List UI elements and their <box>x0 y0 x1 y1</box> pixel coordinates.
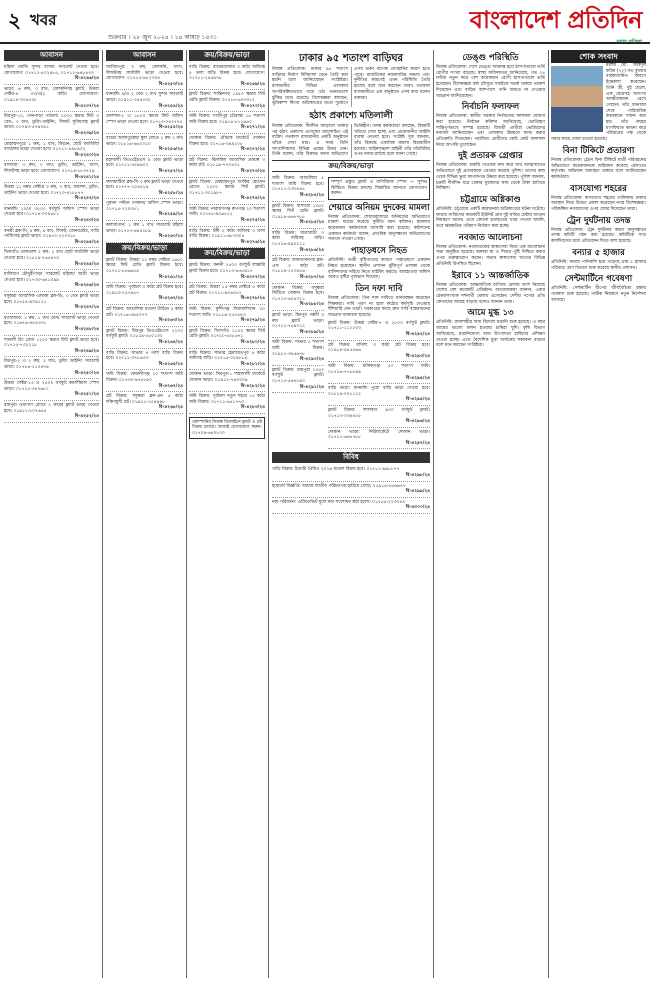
misc-heading: বিবিধ <box>272 452 430 463</box>
classified-ad: দোকান ভাড়া: নিউমার্কেটে দোকান ভাড়া। ০১৭১১-৬৬৭৭৮৮ বি-৪২৯৭/২৪ <box>328 428 430 450</box>
classified-ad: মালিবাগ চৌধুরীপাড়া সাবলেট মহিলা/ ছাত্রী ভাড়া দেওয়া হবে। ০১৭৩৩-৬৪১০৯৯ বি-৪২৪৬/২৪ <box>4 270 99 292</box>
classified-ad: বাড়ি বিক্রয়: যাত্রাবাড়ী ৩ কাঠা জমিসহ বাড়ি। ০১৭১৬-৯৯০০১১ বি-৪২৮৬/২৪ <box>272 229 324 256</box>
ad-code: বি-৪২৪১/২৪ <box>74 174 99 180</box>
classified-ad: জমি বিক্রয়: সাভার ৮ শতাংশ জমি বিক্রয়। ০১৯১১-৩৪৫৬৭৮ বি-৪২৯০/২৪ <box>272 338 324 365</box>
column-heading: আবাসন <box>4 50 99 61</box>
news-item <box>551 274 646 303</box>
display-ad: কোম্পানির নিজস্ব ডিজাইনে ফ্ল্যাট ও প্লট বিক্রয় চলছে। আজই যোগাযোগ করুন: ০১৭০৯-৬৪০৮০০ <box>189 417 265 440</box>
classified-column-1 <box>4 50 99 978</box>
headline: বিনা টিকিটে প্রতারণা <box>562 145 635 156</box>
classified-ad: বাড়ি বিক্রয়: সাভার ৪ তলা বাড়ি বিক্রয় হবে। ০১৭১১-০৭৮৬৩৩ বি-৪২৬৫/২৪ <box>106 349 183 371</box>
classified-ad: দোকান বিক্রয়: মৌচাক মার্কেটে দোকান বিক্রয় হবে। ০১৭১৬-৩৪৯২০৮ বি-৪২৭২/২৪ <box>189 134 265 156</box>
story-body: নিজস্ব প্রতিবেদক: তিন দফা দাবিতে মানববন্ধন করেছেন শিক্ষকরা। দাবি পূরণ না হলে কঠোর কর্মসূচি দেওয়ার হুঁশিয়ারি দেন তারা। সরকারের কাছে দ্রুত দাবি বাস্তবায়নের আহ্বান জানানো হয়েছে। <box>328 295 430 319</box>
classified-ad: প্লট বিক্রয়: আফতাবনগর ব্লক-এফ ৩ কাঠা প্লট। ০১৮১৯-১২৩৪৫৬ বি-৪২৮৭/২৪ <box>272 256 324 283</box>
classified-ad: ফ্ল্যাট বিক্রয়: মিরপুর ডিওএইচএস ২২০০ বর্গফুট ফ্ল্যাট। ০১৮১৯-৫৫০১৩২ বি-৪২৬৪/২৪ <box>106 327 183 349</box>
classified-ad: ফ্ল্যাট বিক্রয়: মোহাম্মদপুর জাকির হোসেন রোডে ১২০০ স্কয়ার ফিট ফ্ল্যাট। ০১৭১১-৩০১৯৮৭ বি-৪২৭৪/২৪ <box>189 178 265 205</box>
headline: চট্টগ্রামে অগ্নিকাণ্ড <box>460 194 521 205</box>
story-body: নিজস্ব প্রতিবেদক: ঢাকার ৯৫ শতাংশ বাড়িঘর নির্মাণ বিধিমালা মেনে তৈরি করা হয়নি বলে জানিয়েছেন সংশ্লিষ্টরা। রাজধানীর বিভিন্ন এলাকায় অপরিকল্পিতভাবে গড়ে ওঠা ভবনগুলো ঝুঁকির মধ্যে রয়েছে। বিশেষজ্ঞরা বলছেন, ভূমিকম্প কিংবা অগ্নিকাণ্ডের মতো দুর্যোগে এসব ভবন ব্যাপক প্রাণহানির কারণ হতে পারে। রাজউকের নজরদারির অভাব এবং দুর্নীতির কারণেই এমন পরিস্থিতি তৈরি হয়েছে বলে মনে করছেন তারা। গতকাল রাজধানীতে এক অনুষ্ঠানে এসব কথা বলেন বক্তারা। <box>272 67 430 107</box>
classified-ad: কলাবাগান: ১ রুম ১ বাথ সাবলেট মহিলা ভাড়া। ০১৭২৭-৬৪৪১৮৯ বি-৪২৬০/২৪ <box>106 221 183 243</box>
ad-code: বি-৪২৪৮/২৪ <box>74 326 99 332</box>
classified-ad: বাড়ি বিক্রয়: সাভার হেমায়েতপুর ৪ কাঠা জমিসহ বাড়ি। ০১৭১৫-০২৯৮৮৪ বি-৪২৮১/২৪ <box>189 349 265 371</box>
classified-ad: জমি বিক্রয়: গাজীপুর চৌরাস্তা ১৫ শতাংশ জমি বিক্রয় হবে। ০১৯১৪-৮১২৬৬০ বি-৪২৭১/২৪ <box>189 112 265 134</box>
dateline: শুক্রবার । ২৮ জুন ২০২৪ । ১৪ আষাঢ় ১৪৩১ <box>108 34 218 41</box>
news-item <box>436 53 545 99</box>
classified-ad: জমি বিক্রয়: মানিকগঞ্জ ৫০ শতাংশ জমি। ০১৭১৬-৭৭৮৮৯৯ বি-৪২৯৪/২৪ <box>328 362 430 384</box>
headline: পাহাড়ধসে নিহত <box>350 246 408 257</box>
story-body: নিজস্ব প্রতিবেদক: আন্তর্জাতিক বাণিজ্য মেলায় অংশ নিয়েছে দেশের বেশ কয়েকটি প্রতিষ্ঠান। আয়োজকরা জানান, এবার রেকর্ডসংখ্যক দর্শনার্থী মেলায় এসেছেন। দেশীয় পণ্যের প্রতি ক্রেতাদের আগ্রহ বাড়ছে বলেও জানান তারা। <box>436 282 545 305</box>
ad-code: বি-৪২৭৪/২৪ <box>240 196 265 202</box>
ad-code: বি-৪২৮২/২৪ <box>240 383 265 389</box>
classified-ad: বসুন্ধরা আবাসিক এলাকা ব্লক-ডি, ৩ বেড ফ্ল্যাট ভাড়া হবে। ০১৭৫৫-৯০৯১২১ বি-৪২৪৭/২৪ <box>4 292 99 314</box>
classified-ad: জমি বিক্রয়: নারায়ণগঞ্জ রূপগঞ্জ ২০ শতাংশ জমি। ০১৭৪৫-৯০৬৫১২ বি-৪২৭৫/২৪ <box>189 205 265 227</box>
ad-code: বি-৪২৪৯/২৪ <box>74 348 99 354</box>
headline: ঢাকার ৯৫ শতাংশ বাড়িঘর <box>298 53 404 64</box>
ad-code: বি-৪২৯৯/২৪ <box>405 489 430 495</box>
ad-code: বি-৪২৪৫/২৪ <box>74 261 99 267</box>
ad-code: বি-৪২৫৩/২৪ <box>158 81 183 87</box>
classified-ad: ফ্ল্যাট ভাড়া: মিরপুর পল্লবী ৩ রুম ফ্ল্যাট ভাড়া। ০১৭১১-৭৮৯০১২ বি-৪২৮৯/২৪ <box>272 311 324 338</box>
obituary-photo <box>551 66 603 132</box>
section-title: খবর <box>30 11 57 29</box>
story-body: নিজস্ব প্রতিবেদক: স্থানীয় সরকার নির্বাচনের ফলাফল ঘোষণা করা হয়েছে। নির্বাচন কমিশন জানিয়েছে, ভোটগ্রহণ শান্তিপূর্ণভাবে সম্পন্ন হয়েছে। বিজয়ী প্রার্থীরা ভোটারদের ধন্যবাদ জানিয়েছেন এবং এলাকার উন্নয়নে কাজ করার প্রতিশ্রুতি দিয়েছেন। পরাজিত প্রার্থীদের কেউ কেউ ফলাফল নিয়ে আপত্তি তুলেছেন। <box>436 114 545 148</box>
ad-code: বি-৪২৭৮/২৪ <box>240 296 265 302</box>
story-body: নিজস্ব প্রতিবেদক: ট্রেন দুর্ঘটনার কারণ অনুসন্ধানে তদন্ত কমিটি গঠন করা হয়েছে। কমিটিকে সাত কার্যদিবসের মধ্যে প্রতিবেদন দিতে বলা হয়েছে। <box>551 227 646 245</box>
classified-ad: দোকান ভাড়া: মিরপুর-১ শাহআলী মার্কেটে দোকান ভাড়া। ০১৯১২-৭৪৩৩০৯ বি-৪২৮২/২৪ <box>189 370 265 392</box>
news-item <box>436 308 545 349</box>
display-ad: সম্পূর্ণ প্রস্তুত ফ্ল্যাট ও বাণিজ্যিক স্পেস — সুলভ কিস্তিতে বিক্রয় চলছে। বিস্তারিত জানতে যোগাযোগ করুন। <box>328 177 430 200</box>
story-body: প্রতিনিধি: বন্যায় পানিবন্দি হয়ে পড়েছে প্রায় ৫ হাজার পরিবার। ত্রাণ বিতরণ শুরু করেছে স্থানীয় প্রশাসন। <box>551 259 646 271</box>
classified-ad: মিরপুর-২ এ ২ রুম, ২ বাথ, ড্রয়িং ডাইনিং সাবলেট ভাড়া। ০১৭৮৬-১১০৪৭৯ বি-৪২৫০/২৪ <box>4 357 99 379</box>
ad-code: বি-৪২৮৭/২৪ <box>299 275 324 281</box>
ad-code: বি-৪২৮৫/২৪ <box>299 220 324 226</box>
classified-ad: ধানমন্ডি ১০/এ ৩৫০০ বর্গফুট অফিস স্পেস ভাড়া দেওয়া হবে। ০১৭১৪-০০৯৮৮১ বি-৪২৪৩/২৪ <box>4 205 99 227</box>
ad-code: বি-৪২৬৯/২৪ <box>240 81 265 87</box>
ad-code: বি-৪২৬৭/২৪ <box>158 383 183 389</box>
ad-code: বি-৪২৫২/২৪ <box>74 414 99 420</box>
story-body: নিজস্ব প্রতিবেদক: দেশে ডেঙ্গু আক্রান্ত হয়ে হাসপাতালে ভর্তি রোগীর সংখ্যা বাড়ছে। স্বাস্থ্য অধিদফতর জানিয়েছে, গত ২৪ ঘণ্টায় নতুন করে বেশ কয়েকজন রোগী হাসপাতালে ভর্তি হয়েছেন। বিশেষজ্ঞরা বর্ষা মৌসুমে সবাইকে সতর্ক থাকার পরামর্শ দিয়েছেন এবং বাড়ির আশপাশে পানি জমতে না দেওয়ার আহ্বান জানিয়েছেন। <box>436 65 545 99</box>
ad-code: বি-৪২৮০/২৪ <box>240 339 265 345</box>
ad-code: বি-৪২৪৪/২৪ <box>74 239 99 245</box>
classified-ad: ফ্ল্যাট বিক্রয়: শান্তিনগর ১৪৫০ স্কয়ার ফিট রেডি ফ্ল্যাট বিক্রয়। ০১৭১৫-৬০৩৩১২ বি-৪২৭০/২৪ <box>189 90 265 112</box>
news-item <box>328 203 430 244</box>
classified-ad: জমি বিক্রয়: আশুলিয়া ৫ শতাংশ জমি বিক্রয় হবে। ০১৭১১-২৩৩৪৪৫ বি-৪২৮৪/২৪ <box>272 174 324 201</box>
story-body: নিজস্ব প্রতিবেদক: বাসযোগ্য শহরের তালিকায় ঢাকার অবস্থান নিয়ে উদ্বেগ প্রকাশ করেছেন নগর বিশেষজ্ঞরা। পরিকল্পিত নগরায়ণের ওপর জোর দিয়েছেন তারা। <box>551 195 646 213</box>
ad-code: বি-৪২৭৭/২৪ <box>240 274 265 280</box>
classified-ad: উত্তরা ১১ নম্বর সেক্টরে ৩ রুম, ৩ বাথ, বারান্দা, ড্রয়িং, ডাইনিং ভাড়া দেওয়া হবে। ০১৭২৩-৪২৮৮৭৭ বি-৪২৪২/২৪ <box>4 183 99 205</box>
ad-code: বি-৪২৪২/২৪ <box>74 196 99 202</box>
ad-code: বি-৪২৫১/২৪ <box>74 392 99 398</box>
ad-code: বি-৪২৮৯/২৪ <box>299 329 324 335</box>
headline: ইরাবে ১১ আন্তর্জাতিক <box>451 270 530 281</box>
story-body: প্রতিনিধি: রাজশাহীর আম বিদেশে রপ্তানি শুরু হয়েছে। এ বছর আমের ভালো ফলন হওয়ায় চাষিরা খুশি। কৃষি বিভাগ জানিয়েছে, রপ্তানিযোগ্য আম উৎপাদনে চাষিদের প্রশিক্ষণ দেওয়া হচ্ছে। এতে বৈদেশিক মুদ্রা অর্জনের সম্ভাবনা বাড়বে বলে মনে করছেন সংশ্লিষ্টরা। <box>436 320 545 349</box>
ad-code: বি-৪২৯৫/২৪ <box>405 397 430 403</box>
news-item <box>436 195 545 230</box>
story-body: নিজস্ব প্রতিবেদক: নবজাতকের স্বাস্থ্যসেবা নিয়ে এক আলোচনা সভা অনুষ্ঠিত হয়েছে। বক্তারা মা ও শিশুর পুষ্টি নিশ্চিত করার ওপর গুরুত্বারোপ করেন। সভায় স্বাস্থ্যসেবা খাতের বিভিন্ন প্রতিনিধি উপস্থিত ছিলেন। <box>436 244 545 267</box>
ad-code: বি-৪২৪৬/২৪ <box>74 283 99 289</box>
news-column-right <box>436 50 545 978</box>
headline: ডেঙ্গু পরিস্থিতি <box>462 53 519 63</box>
ad-code: বি-৪২৯৪/২৪ <box>405 375 430 381</box>
classified-ad: মোহাম্মদপুরে ১ রুম, ১ বাথ, কিচেন, ছোট ফ্যামিলি/ ব্যাচেলর ভাড়া দেওয়া হবে। ০১৭১১-৪৪৮৯০২ বি-৪২৪০/২৪ <box>4 140 99 162</box>
classified-ad: বাড়ি বিক্রয়: রায়েরবাজার ৩ কাঠা জমিসহ ৫ তলা বাড়ি বিক্রয় হবে। যোগাযোগ: ০১৭১১-২৪৫৬৭৮ বি-৪২৬৯/২৪ <box>189 63 265 90</box>
story-body: নিজস্ব প্রতিবেদক: দীর্ঘদিন আড়ালে থাকার পর হঠাৎ প্রকাশ্যে এসেছেন আলোচিত এই ব্যক্তি। গতকাল রাজধানীর একটি অনুষ্ঠানে তাঁকে দেখা যায়। এ সময় তিনি সাংবাদিকদের বিভিন্ন প্রশ্নের উত্তর দেন। তিনি বলেন, তাঁর বিরুদ্ধে আনা অভিযোগ ভিত্তিহীন। তদন্ত কর্মকর্তারা বলছেন, বিষয়টি খতিয়ে দেখা হচ্ছে এবং প্রয়োজনীয় আইনি ব্যবস্থা নেওয়া হবে। সংশ্লিষ্ট সূত্র জানায়, তাঁর বিরুদ্ধে একাধিক মামলা বিচারাধীন রয়েছে। আইনশৃঙ্খলা বাহিনী তাঁর গতিবিধির ওপর নজর রাখছে বলে জানা গেছে। <box>272 123 430 158</box>
ad-code: বি-৪২৮৮/২৪ <box>299 302 324 308</box>
ad-code: বি-৪২৯১/২৪ <box>299 384 324 390</box>
news-item <box>436 271 545 306</box>
classified-column-2 <box>106 50 183 978</box>
classified-ad: ফ্ল্যাট বিক্রয়: লালবাগ ৯০০ বর্গফুট ফ্ল্যাট। ০১৭১৩-৩৩৪৪৫৫ বি-৪২৯৬/২৪ <box>328 406 430 428</box>
headline: বন্যার ৫ হাজার <box>572 247 625 258</box>
ad-code: বি-৪২৯৩/২৪ <box>405 353 430 359</box>
ad-code: বি-৪২৬৫/২৪ <box>158 361 183 367</box>
classified-ad: ফ্ল্যাট বিক্রয়: উত্তরা ১২ নম্বর সেক্টরে ১৬৫০ স্কয়ার ফিট রেডি ফ্ল্যাট বিক্রয় হবে। ০১৭১১-৮৮৬৬৫৪ বি-৪২৬১/২৪ <box>106 256 183 283</box>
classified-ad: প্লট বিক্রয়: উত্তরা ১৫ নম্বর সেক্টরে ৫ কাঠা প্লট বিক্রয়। ০১৭১১-৯৩৪৫৮২ বি-৪২৭৮/২৪ <box>189 283 265 305</box>
ad-code: বি-৪২৯৮/২৪ <box>405 473 430 479</box>
classified-ad: গুলশান-২ এ ১৮০০ স্কয়ার ফিট অফিস স্পেস ভাড়া দেওয়া হবে। ০১৭১৩-০৪২৭৭৫ বি-৪২৫৫/২৪ <box>106 112 183 134</box>
ad-code: বি-৪২৭০/২৪ <box>240 103 265 109</box>
news-item <box>551 184 646 213</box>
news-item <box>436 102 545 148</box>
classified-ad: ফ্ল্যাট বিক্রয়: বনানী ২৫০০ বর্গফুট লাক্সারি ফ্ল্যাট বিক্রয় হবে। ০১৭১৩-৪৫৫৬১৭ বি-৪২৭৭/২৪ <box>189 261 265 283</box>
classified-ad: ভাড়া: ৬ রুম, ৩ বাথ, বেলকনিসহ ফ্ল্যাট, উত্তরা সেক্টর-৪ ৩০/এ/২ বাড়ি। যোগাযোগ: ০১৯১৪-৩০৪৫২৮ বি-৪২৩৭/২৪ <box>4 85 99 112</box>
ad-code: বি-৪২৩৯/২৪ <box>74 130 99 136</box>
classified-ad: গাড়ি বিক্রয়: টয়োটা প্রিমিও ২০১৬ মডেল বিক্রয় হবে। ০১৭১১-৯৯৮৮৭৭ বি-৪২৯৮/২৪ <box>272 465 430 481</box>
ad-code: বি-৪২৬১/২৪ <box>158 274 183 280</box>
classified-ad: আজিমপুর: ৩ রুম, বেলকনি, গ্যাস, লিফটসহ ফ্যামিলি ভাড়া দেওয়া হবে। যোগাযোগ: ০১৭১৫-৯৮২৩৩৪ বি-৪২৫৩/২৪ <box>106 63 183 90</box>
classified-ad: দোকান বিক্রয়: বসুন্ধরা সিটিতে দোকান বিক্রয় হবে। ০১৭১৩-৬৫৪৩২১ বি-৪২৮৮/২৪ <box>272 284 324 311</box>
ad-code: বি-৪২৭৩/২৪ <box>240 168 265 174</box>
story-body: নিজস্ব প্রতিবেদক: চাকরি দেওয়ার নাম করে অর্থ আত্মসাতের অভিযোগে দুই প্রতারককে গ্রেপ্তার করেছে পুলিশ। তাদের কাছ থেকে বিভিন্ন ভুয়া কাগজপত্র উদ্ধার করা হয়েছে। পুলিশ জানায়, চক্রটি দীর্ঘদিন ধরে বেকার যুবকদের কাছ থেকে টাকা হাতিয়ে নিচ্ছিল। <box>436 163 545 192</box>
ad-code: বি-৪২৪৭/২৪ <box>74 305 99 311</box>
ad-code: বি-৪৩০০/২৪ <box>405 505 430 511</box>
ad-code: বি-৪২৫৭/২৪ <box>158 168 183 174</box>
ad-code: বি-৪২৬৪/২৪ <box>158 339 183 345</box>
classified-column-3 <box>189 50 265 978</box>
classified-ad: বাড়ি ভাড়া: ধানমন্ডি পুরো বাড়ি ভাড়া দেওয়া হবে। ০১৮১৯-০০১১২২ বি-৪২৯৫/২৪ <box>328 384 430 406</box>
story-body: নিজস্ব প্রতিবেদক: শেয়ারবাজারে অনিয়মের অভিযোগে মামলা দায়ের করেছে দুর্নীতি দমন কমিশন। মামলায় কয়েকজন কর্মকর্তাকে আসামি করা হয়েছে। কমিশনের একজন কর্মকর্তা বলেন, প্রাথমিক অনুসন্ধানে অভিযোগের সত্যতা পাওয়া গেছে। <box>328 214 430 243</box>
classified-ad: লালমাটিয়া ব্লক-সি ৩ রুম ফ্ল্যাট ভাড়া দেওয়া হবে। ০১৭৭৭-১০৪৪১৯ বি-৪২৫৮/২৪ <box>106 178 183 200</box>
news-item <box>551 146 646 181</box>
classified-ad: মিরপুর-১০, সেনপাড়া পর্বতায় ১৩০০ স্কয়ার ফিট ৩ বেড, ৩ বাথ, ড্রয়িং-ডাইনিং, লিফট সুবিধাসহ ফ্ল্যাট ভাড়া। ০১৭৯৩-৫৭৯৩৪১ বি-৪২৩৯/২৪ <box>4 112 99 139</box>
brief-news <box>551 146 646 304</box>
classified-ad: শ্যামলী রিং রোড ১২০০ স্কয়ার ফিট ফ্ল্যাট ভাড়া হবে। ০১৭১৫-৭৩২২১৮ বি-৪২৪৯/২৪ <box>4 336 99 358</box>
news-item <box>328 246 430 281</box>
news-item <box>551 216 646 245</box>
classified-ad: বাড্ডা আলাতুন্নেছা স্কুল রোডে ২ রুম ২ বাথ ভাড়া। ০১৮১৬-৬৬২০১০ বি-৪২৫৬/২৪ <box>106 134 183 156</box>
section-subheading: ক্রয়/বিক্রয়/ভাড়া <box>272 160 430 172</box>
classified-ad: খিলগাঁও তালতলা ২ রুম, ২ বাথ ছোট ফ্যামিলি ভাড়া দেওয়া হবে। ০১৮১৯-২৬৫৪৭০ বি-৪২৪৫/২৪ <box>4 248 99 270</box>
classified-list <box>328 319 430 450</box>
ad-code: বি-৪২৯০/২৪ <box>299 357 324 363</box>
headline: ট্রেন দুর্ঘটনায় তদন্ত <box>566 215 631 226</box>
ad-code: বি-৪২৭২/২৪ <box>240 147 265 153</box>
classified-ad: প্লট বিক্রয়: আশুলিয়া মডেল টাউনে ৫ কাঠা প্লট। ০১৭১৬-৪৯৫০৭৩ বি-৪২৬৩/২৪ <box>106 305 183 327</box>
ad-code: বি-৪২৩৭/২৪ <box>74 103 99 109</box>
classified-ad: জমি বিক্রয়: কেরানীগঞ্জ ১০ শতাংশ জমি বিক্রয়। ০১৭৩০-৬৭৮৮৯০ বি-৪২৬৭/২৪ <box>106 370 183 392</box>
ad-code: বি-৪২৬২/২৪ <box>158 296 183 302</box>
headline: সেন্টমার্টিনে গবেষণা <box>564 274 633 285</box>
news-item <box>328 284 430 319</box>
classified-ad: ফ্ল্যাট বিক্রয়: উত্তরা সেক্টর-৭ এ ১৮০০ বর্গফুট ফ্ল্যাট। ০১৭১১-১১২২৩৩ বি-৪২৯২/২৪ <box>328 319 430 341</box>
obituary-heading: শোক সংবাদ <box>551 50 646 63</box>
ad-code: বি-৪২৬৮/২৪ <box>158 405 183 411</box>
ad-code: বি-৪২৯৬/২৪ <box>405 419 430 425</box>
obituary-column <box>551 50 646 978</box>
ad-code: বি-৪২৫৫/২৪ <box>158 125 183 131</box>
headline: নবজাত আলোচনা <box>458 232 523 243</box>
ad-code: বি-৪২৮১/২৪ <box>240 361 265 367</box>
brief-news <box>328 203 430 319</box>
column-heading: ক্রয়/বিক্রয়/ভাড়া <box>189 50 265 61</box>
classified-ad: ফ্ল্যাট বিক্রয়: রামপুরা ১২৫০ বর্গফুট ফ্ল্যাট। ০১৭১৫-৫৬৭৮৯০ বি-৪২৯১/২৪ <box>272 366 324 393</box>
classified-ad: পুরানা পল্টনে দোকান/ অফিস স্পেস ভাড়া। ০১৭১৫-২২০৩৫১ বি-৪২৫৯/২৪ <box>106 199 183 221</box>
classified-ad: হারানো বিজ্ঞপ্তি: আমার জাতীয় পরিচয়পত্র হারিয়ে গেছে। ০১৯১৪-৫৫৬৬৭৭ বি-৪২৯৯/২৪ <box>272 482 430 498</box>
obituary-text: মরহুম মো. আবদুল করিম (৭২) গত বুধবার বার্ধক্যজনিত কারণে ইন্তেকাল করেছেন। তিনি স্ত্রী, দুই ছেলে, এক মেয়েসহ অসংখ্য আত্মীয়স্বজন রেখে গেছেন। তাঁর জানাজা শেষে পারিবারিক কবরস্থানে দাফন করা হয়। তাঁর রুহের মাগফিরাত কামনা করে পরিবারের পক্ষ থেকে সবার কাছে দোয়া চাওয়া হয়েছে। <box>551 63 646 143</box>
headline: হঠাৎ প্রকাশ্যে মতিলালী <box>309 110 393 121</box>
main-news-column <box>272 50 430 978</box>
ad-code: বি-৪২৫৯/২৪ <box>158 212 183 218</box>
classified-ad: ধানমন্ডি ৯/এ ২ বেড ২ বাথ সুন্দর সাবলেট ভাড়া। ০১৯১১-৩৫৪০৩২ বি-৪২৫৪/২৪ <box>106 90 183 112</box>
ad-code: বি-৪২৭৬/২৪ <box>240 239 265 245</box>
classified-ad: মগবাজার: ১ রুম, ১ বাথ মেস/ সাবলেট ভাড়া দেওয়া হবে। ০১৬৭৬-৪৫৪৩৩১ বি-৪২৪৮/২৪ <box>4 314 99 336</box>
news-item <box>436 151 545 192</box>
classified-ad: প্লট বিক্রয়: ঝিলমিল আবাসিক প্রকল্পে ৩ কাঠা প্লট। ০১৮১৯-৭৭০৪৩১ বি-৪২৭৩/২৪ <box>189 156 265 178</box>
headline: শেয়ারে অনিয়ম দুদকের মামলা <box>328 202 430 213</box>
headline: আমে মুগ্ধ ১৩ <box>467 308 514 319</box>
ad-code: বি-৪২৬৩/২৪ <box>158 318 183 324</box>
story-body: প্রতিনিধি: ভারী বৃষ্টিপাতের কারণে পাহাড়ধসে একজন নিহত হয়েছেন। স্থানীয় প্রশাসন ঝুঁকিপূর্ণ এলাকা থেকে বাসিন্দাদের সরিয়ে নিতে মাইকিং করছে। আবহাওয়া অফিস আরও বৃষ্টির পূর্বাভাস দিয়েছে। <box>328 258 430 281</box>
ad-code: বি-৪২৫৬/২৪ <box>158 147 183 153</box>
column-heading: আবাসন <box>106 50 183 61</box>
classified-list <box>272 174 324 449</box>
page-number: ২ <box>8 8 22 32</box>
story-body: নিজস্ব প্রতিবেদক: ট্রেনে বিনা টিকিটে যাত্রী পরিবহনের অভিযোগে কয়েকজনকে জরিমানা করেছে রেলওয়ে কর্তৃপক্ষ। অভিযান অব্যাহত থাকবে বলে জানিয়েছেন কর্মকর্তারা। <box>551 157 646 180</box>
headline: তিন দফা দাবি <box>355 283 403 294</box>
masthead <box>0 0 650 44</box>
classified-ad: প্লট বিক্রয়: বসিলা ৩ কাঠা প্লট বিক্রয় হবে। ০১৯১৪-৪৪৫৫৬৬ বি-৪২৯৩/২৪ <box>328 341 430 363</box>
ad-code: বি-৪২৬৬/২৪ <box>74 76 99 82</box>
ad-code: বি-৪২৬০/২৪ <box>158 234 183 240</box>
headline: বাসযোগ্য শহরের <box>570 183 627 194</box>
classified-ad: প্লট বিক্রয়: বসুন্ধরা ব্লক-এন ৫ কাঠা দক্ষিণমুখী প্লট। ০১৯১১-২০৪৯৪৮ বি-৪২৬৮/২৪ <box>106 392 183 414</box>
column-subheading: ক্রয়/বিক্রয়/ভাড়া <box>106 243 183 254</box>
ad-code: বি-৪২৫৮/২৪ <box>158 190 183 196</box>
classified-ad: বনশ্রী ব্লক-সি, ৪ রুম, ৪ বাথ, লিফট, জেনারেটর, গাড়ি পার্কিংসহ ফ্ল্যাট ভাড়া। ০১৯৭২-২২৩৩১৮ বি-৪২৪৪/২৪ <box>4 227 99 249</box>
story-body: প্রতিনিধি: সেন্টমার্টিন দ্বীপের জীববৈচিত্র্য রক্ষায় গবেষণা শুরু হয়েছে। পর্যটক নিয়ন্ত্রণে নতুন নির্দেশনা আসছে। <box>551 286 646 303</box>
classified-ad: বাসাবো: ৩ রুম, ২ বাথ, ড্রয়িং, ডাইনিং, গ্যাস, লিফটসহ ভাড়া হবে। যোগাযোগ: ০১৭১৬-১৮৩৭২৯ বি-৪২৪১/২৪ <box>4 161 99 183</box>
classified-ad: জমি বিক্রয়: পূর্বাচল ৩ কাঠা প্লট বিক্রয় হবে। ০১৯১৩-২২৩৪৫৭ বি-৪২৬২/২৪ <box>106 283 183 305</box>
ad-code: বি-৪২৫৪/২৪ <box>158 103 183 109</box>
classified-ad: মহিলা ম্যান্ডি সুন্দর বাসায় সাবলেট দেওয়া হবে। যোগাযোগ: ০১৭১১-৫০২৪৮৫, ০১৭১২-৬৪৮৪৩৩ বি-৪২৬৬/২৪ <box>4 63 99 85</box>
ad-code: বি-৪২৮৪/২৪ <box>299 192 324 198</box>
ad-code: বি-৪২৮৩/২৪ <box>240 405 265 411</box>
ad-code: বি-৪২৯২/২৪ <box>405 331 430 337</box>
news-item <box>436 233 545 268</box>
headline: দুই প্রতারক গ্রেপ্তার <box>458 151 523 162</box>
column-subheading: ক্রয়/বিক্রয়/ভাড়া <box>189 248 265 259</box>
ad-code: বি-৪২৯৭/২৪ <box>405 440 430 446</box>
classified-ad: জমি বিক্রয়: মুন্সীগঞ্জ সিরাজদিখান ৩০ শতাংশ জমি। ০১৮১৬-২৫৭৪৪৩ বি-৪২৭৯/২৪ <box>189 305 265 327</box>
classified-ad: ফ্ল্যাট বিক্রয়: খিলগাঁও ১১০০ স্কয়ার ফিট রেডি ফ্ল্যাট। ০১৭২০-৫৫৮৬৭১ বি-৪২৮০/২৪ <box>189 327 265 349</box>
classified-ad: ফ্ল্যাট বিক্রয়: বাসাবো ১০৫০ স্কয়ার ফিট রেডি ফ্ল্যাট। ০১৯১৪-৬৬৭৭৮৮ বি-৪২৮৫/২৪ <box>272 202 324 229</box>
ad-code: বি-৪২৭১/২৪ <box>240 125 265 131</box>
ad-code: বি-৪২৪৩/২৪ <box>74 218 99 224</box>
ad-code: বি-৪২৪০/২৪ <box>74 152 99 158</box>
story-body: প্রতিনিধি: চট্টগ্রামে একটি কারখানায় অগ্নিকাণ্ডের ঘটনা ঘটেছে। ফায়ার সার্ভিসের কয়েকটি ইউনিট প্রায় দুই ঘণ্টার চেষ্টায় আগুন নিয়ন্ত্রণে আনে। এতে কোনো হতাহতের খবর পাওয়া যায়নি, তবে ক্ষয়ক্ষতির পরিমাণ নির্ধারণ করা হচ্ছে। <box>436 206 545 230</box>
classified-list <box>272 465 430 514</box>
classified-ad: নাম পরিবর্তন: এফিডেভিট মূলে নাম সংশোধন করা হলো। ০১৭১৬-২২৩৩৪৪ বি-৪৩০০/২৪ <box>272 498 430 514</box>
classified-ad: রামপুরা ওয়াপদা রোডে ২ রুমের ফ্ল্যাট ভাড়া দেওয়া হবে। ০১৯১১-৮০৭৬৫৪ বি-৪২৫২/২৪ <box>4 401 99 423</box>
ad-code: বি-৪২৭৫/২৪ <box>240 218 265 224</box>
classified-ad: উত্তরা সেক্টর-১৩ এ ২৫০০ বর্গফুট কমার্শিয়াল স্পেস ভাড়া। ০১৭১১-৩৪৭৬৮১ বি-৪২৫১/২৪ <box>4 379 99 401</box>
classified-ad: জমি বিক্রয়: পূর্বাচল নতুন শহরে ১০ কাঠা জমি বিক্রয়। ০১৭১১-৬৫১৭৭৩ বি-৪২৮৩/২৪ <box>189 392 265 414</box>
news-item <box>551 248 646 271</box>
classified-ad: মহাখালী ডিওএইচএস ৪ বেড ফ্ল্যাট ভাড়া হবে। ০১৭১১-৫৫৯৯০২ বি-৪২৫৭/২৪ <box>106 156 183 178</box>
ad-code: বি-৪২৫০/২৪ <box>74 370 99 376</box>
classified-ad: বাড়ি বিক্রয়: টঙ্গী ২ কাঠা জমিসহ ৩ তলা বাড়ি বিক্রয়। ০১৯১১-৬৮৩৩০৪ বি-৪২৭৬/২৪ <box>189 227 265 249</box>
headline: নির্বাচনি ফলাফল <box>461 102 520 113</box>
ad-code: বি-৪২৮৬/২৪ <box>299 247 324 253</box>
newspaper-logo: বাংলাদেশ প্রতিদিন সবার পত্রিকা <box>469 5 642 45</box>
ad-code: বি-৪২৭৯/২৪ <box>240 318 265 324</box>
